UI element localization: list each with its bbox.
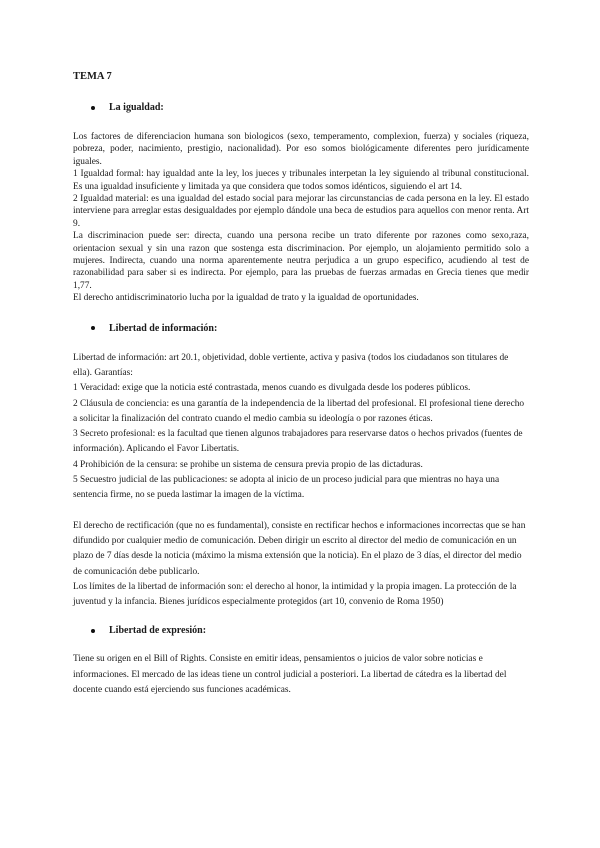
section-heading-text: Libertad de expresión: [109,625,207,637]
paragraph: Tiene su origen en el Bill of Rights. Consiste en emitir ideas, pensamientos o juicios de valor sobre noticias e informaciones. El mercado de las ideas tiene un control judicial a posteriori. La libertad de cátedra es la libertad del docente cuando está ejerciendo sus funciones académicas. [73,654,507,696]
section-heading-text: Libertad de información: [109,322,218,334]
section-heading-libertad-expresion [91,624,529,637]
paragraph: 4 Prohibición de la censura: se prohibe un sistema de censura previa propio de las dictaduras. [73,459,423,470]
paragraph: Los límites de la libertad de información son: el derecho al honor, la intimidad y la propia imagen. La protección de la juventud y la infancia. Bienes jurídicos especialmente protegidos (art 10, convenio de Roma 1950) [73,581,517,608]
bullet-icon [91,326,95,330]
paragraph: 2 Igualdad material: es una igualdad del estado social para mejorar las circunstancias de cada persona en la ley. El estado interviene para arreglar estas desigualdades por ejemplo dándole una beca de estudios para aquellos con menor renta. Art 9. [73,194,529,229]
paragraph: La discriminacion puede ser: directa, cuando una persona recibe un trato diferente por razones como sexo,raza, orientacion sexual y sin una razon que sostenga esta discriminacion. Por ejemplo, un alojamiento permitido solo a mujeres. Indirecta, cuando una norma aparentemente neutra perjudica a un grupo especifico, acudiendo al test de razonabilidad para saber si es indirecta. Por ejemplo, para las pruebas de fuerzas armadas en Grecia tienes que medir 1,77. [73,231,529,291]
section-heading-libertad-informacion [91,322,529,335]
paragraph: 5 Secuestro judicial de las publicaciones: se adopta al inicio de un proceso judicial para que mientras no haya una sentencia firme, no se pueda lastimar la imagen de la víctima. [73,475,500,501]
section-heading-igualdad [91,101,529,114]
paragraph: Los factores de diferenciacion humana son biologicos (sexo, temperamento, complexion, fuerza) y sociales (riqueza, pobreza, poder, nacimiento, prestigio, nacionalidad). Por eso somos biológicamente diferentes pero jurídicamente iguales. [73,132,529,167]
paragraph: El derecho de rectificación (que no es fundamental), consiste en rectificar hechos e informaciones incorrectas que se han difundido por cualquier medio de comunicación. Deben dirigir un escrito al director del medio de comunicación en un plazo de 7 días desde la noticia (máximo la misma extensión que la noticia). En el plazo de 3 días, el director del medio de comunicación debe publicarlo. [73,520,526,577]
bullet-icon [91,629,95,633]
paragraph: 3 Secreto profesional: es la facultad que tienen algunos trabajadores para reservarse datos o hechos privados (fuentes de información). Aplicando el Favor Libertatis. [73,429,523,455]
page-title: TEMA 7 [73,71,112,82]
paragraph: El derecho antidiscriminatorio lucha por la igualdad de trato y la igualdad de oportunidades. [73,293,419,304]
paragraph: 1 Veracidad: exige que la noticia esté contrastada, menos cuando es divulgada desde los poderes públicos. [73,383,471,394]
section-heading-text: La igualdad: [109,102,164,113]
document-page [73,70,529,698]
bullet-icon [91,106,95,110]
paragraph: 1 Igualdad formal: hay igualdad ante la ley, los jueces y tribunales interpetan la ley siguiendo al tribunal constitucional. Es una igualdad insuficiente y limitada ya que considera que todos somos idénticos, siguiendo el art 14. [73,169,529,192]
paragraph: 2 Cláusula de conciencia: es una garantía de la independencia de la libertad del profesional. El profesional tiene derecho a solicitar la finalización del contrato cuando el medio cambia su ideología o por razones éticas. [73,398,525,424]
paragraph: Libertad de información: art 20.1, objetividad, doble vertiente, activa y pasiva (todos los ciudadanos son titulares de ella). Garantías: [73,352,509,378]
